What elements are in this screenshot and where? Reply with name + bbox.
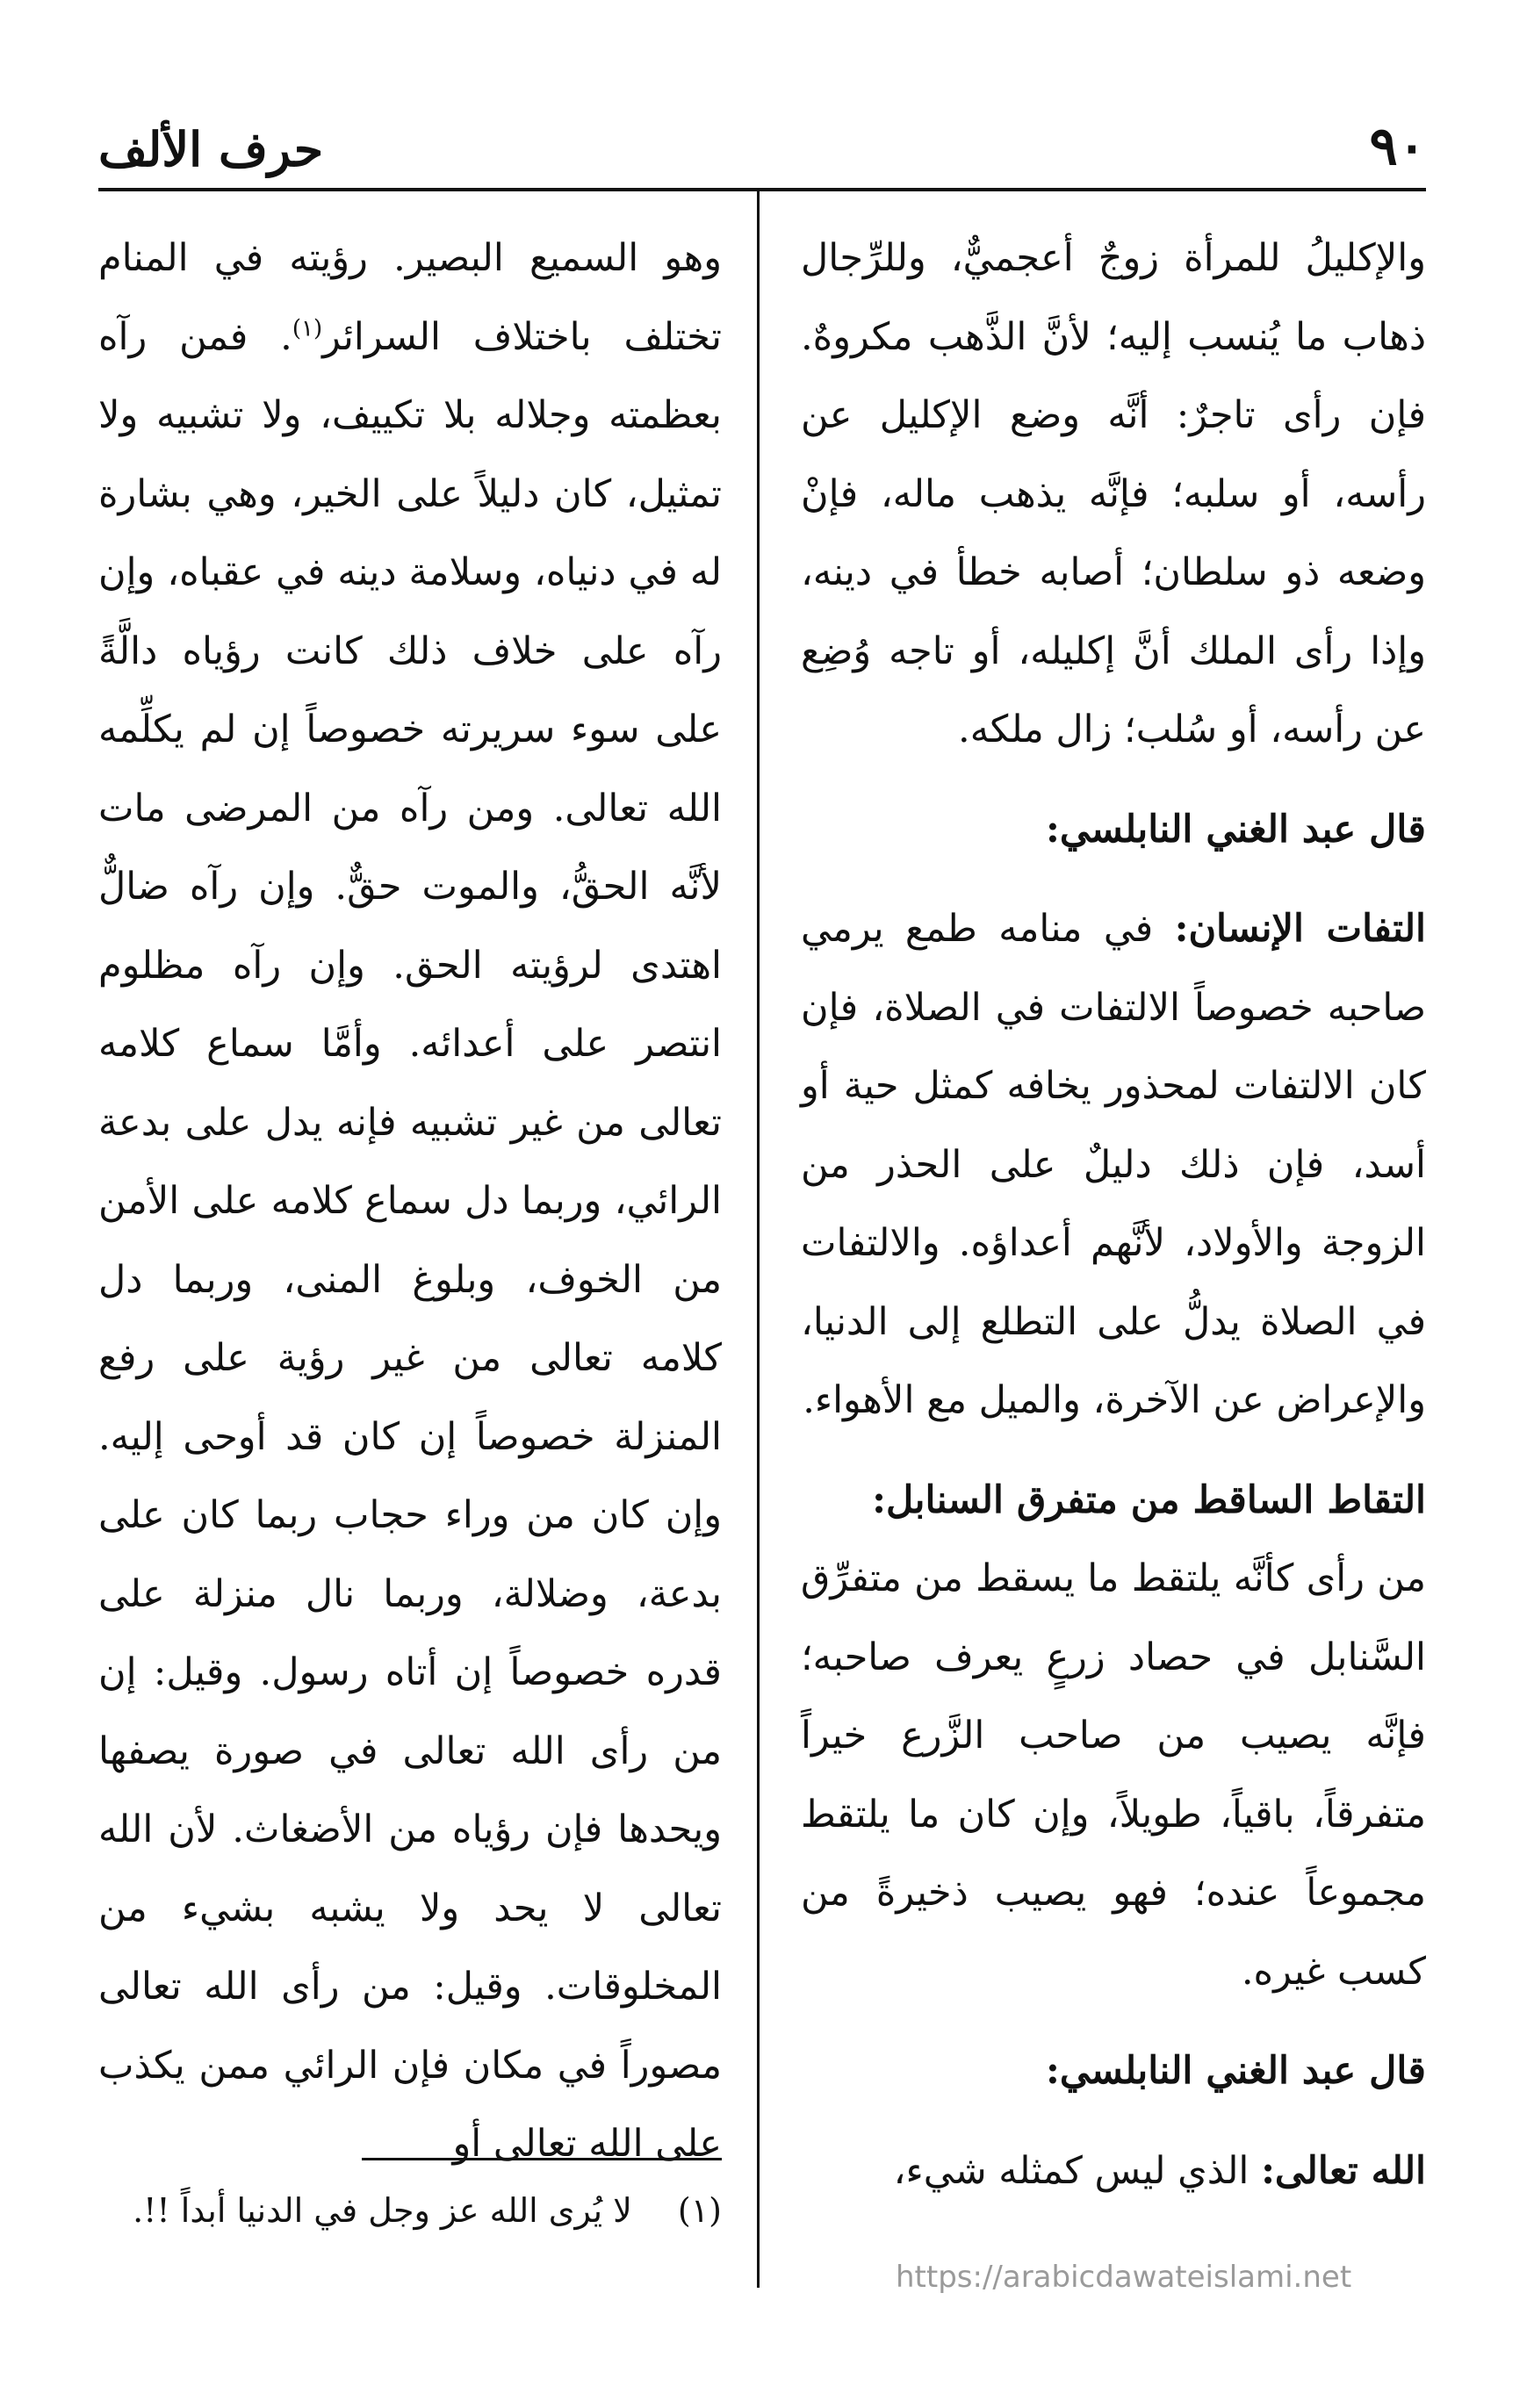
column-divider [757,190,760,2288]
paragraph-allah [801,2132,1426,2211]
paragraph-crown: والإكليلُ للمرأة زوجٌ أعجميٌّ، وللرِّجال ذهاب ما يُنسب إليه؛ لأنَّ الذَّهب مكروهٌ. فإن رأى تاجرٌ: أنَّه وضع الإكليل عن رأسه، أو سلبه؛ فإنَّه يذهب ماله، فإنْ وضعه ذو سلطان؛ أصابه خطأ في دينه، وإذا رأى الملك أنَّ إكليله، أو تاجه وُضِع عن رأسه، أو سُلب؛ زال ملكه. [801,236,1426,751]
heading-nabulsi-2: قال عبد الغني النابلسي: [1045,2049,1426,2093]
entry-title-allah: الله تعالى: [1261,2148,1426,2193]
entry-text-allah: الذي ليس كمثله شيء، [893,2148,1262,2193]
paragraph-gleaning: من رأى كأنَّه يلتقط ما يسقط من متفرِّق السَّنابل في حصاد زرعٍ يعرف صاحبه؛ فإنَّه يصيب من صاحب الزَّرع خيراً متفرقاً، باقياً، طويلاً، وإن كان ما يلتقط مجموعاً عنده؛ فهو يصيب ذخيرةً من كسب غيره. [801,1556,1426,1994]
paragraph-turning [801,890,1426,1441]
watermark-url: https://arabicdawateislami.net [896,2260,1352,2295]
footnote-text: لا يُرى الله عز وجل في الدنيا أبداً !!. [133,2191,632,2230]
footnote [98,2184,722,2237]
right-column [801,219,1426,2210]
paragraph-vision [98,219,722,2184]
running-title: حرف الألف [98,121,324,177]
vision-text-start: وهو السميع البصير. رؤيته في المنام تختلف باختلاف السرائر [98,236,722,359]
footnote-rule [362,2158,722,2160]
page-number: ٩٠ [1369,116,1426,177]
heading-nabulsi-1: قال عبد الغني النابلسي: [1045,807,1426,852]
header-rule [98,188,1426,191]
entry-title-turning: التفات الإنسان: [1174,907,1426,951]
entry-text-turning: في منامه طمع يرمي صاحبه خصوصاً الالتفات في الصلاة، فإن كان الالتفات لمحذور يخافه كمثل حية أو أسد، فإن ذلك دليلٌ على الحذر من الزوجة والأولاد، لأنَّهم أعداؤه. والالتفات في الصلاة يدلُّ على التطلع إلى الدنيا، والإعراض عن الآخرة، والميل مع الأهواء. [801,907,1426,1422]
page-header [98,105,1426,183]
heading-gleaning: التقاط الساقط من متفرق السنابل: [872,1477,1426,1522]
left-column [98,219,722,2184]
vision-text-rest: . فمن رآه بعظمته وجلاله بلا تكييف، ولا تشبيه ولا تمثيل، كان دليلاً على الخير، وهي بشارة له في دنياه، وسلامة دينه في عقباه، وإن رآه على خلاف ذلك كانت رؤياه دالَّةً على سوء سريرته خصوصاً إن لم يكلِّمه الله تعالى. ومن رآه من المرضى مات لأنَّه الحقُّ، والموت حقٌّ. وإن رآه ضالٌّ اهتدى لرؤيته الحق. وإن رآه مظلوم انتصر على أعدائه. وأمَّا سماع كلامه تعالى من غير تشبيه فإنه يدل على بدعة الرائي، وربما دل سماع كلامه على الأمن من الخوف، وبلوغ المنى، وربما دل كلامه تعالى من غير رؤية على رفع المنزلة خصوصاً إن كان قد أوحى إليه. وإن كان من وراء حجاب ربما كان على بدعة، وضلالة، وربما نال منزلة على قدره خصوصاً إن أتاه رسول. وقيل: إن من رأى الله تعالى في صورة يصفها ويحدها فإن رؤياه من الأضغاث. لأن الله تعالى لا يحد ولا يشبه بشيء من المخلوقات. وقيل: من رأى الله تعالى مصوراً في مكان فإن الرائي ممن يكذب على الله تعالى أو [98,314,722,2166]
footnote-number: (١) [677,2191,722,2230]
footnote-reference[interactable]: (١) [292,315,323,342]
